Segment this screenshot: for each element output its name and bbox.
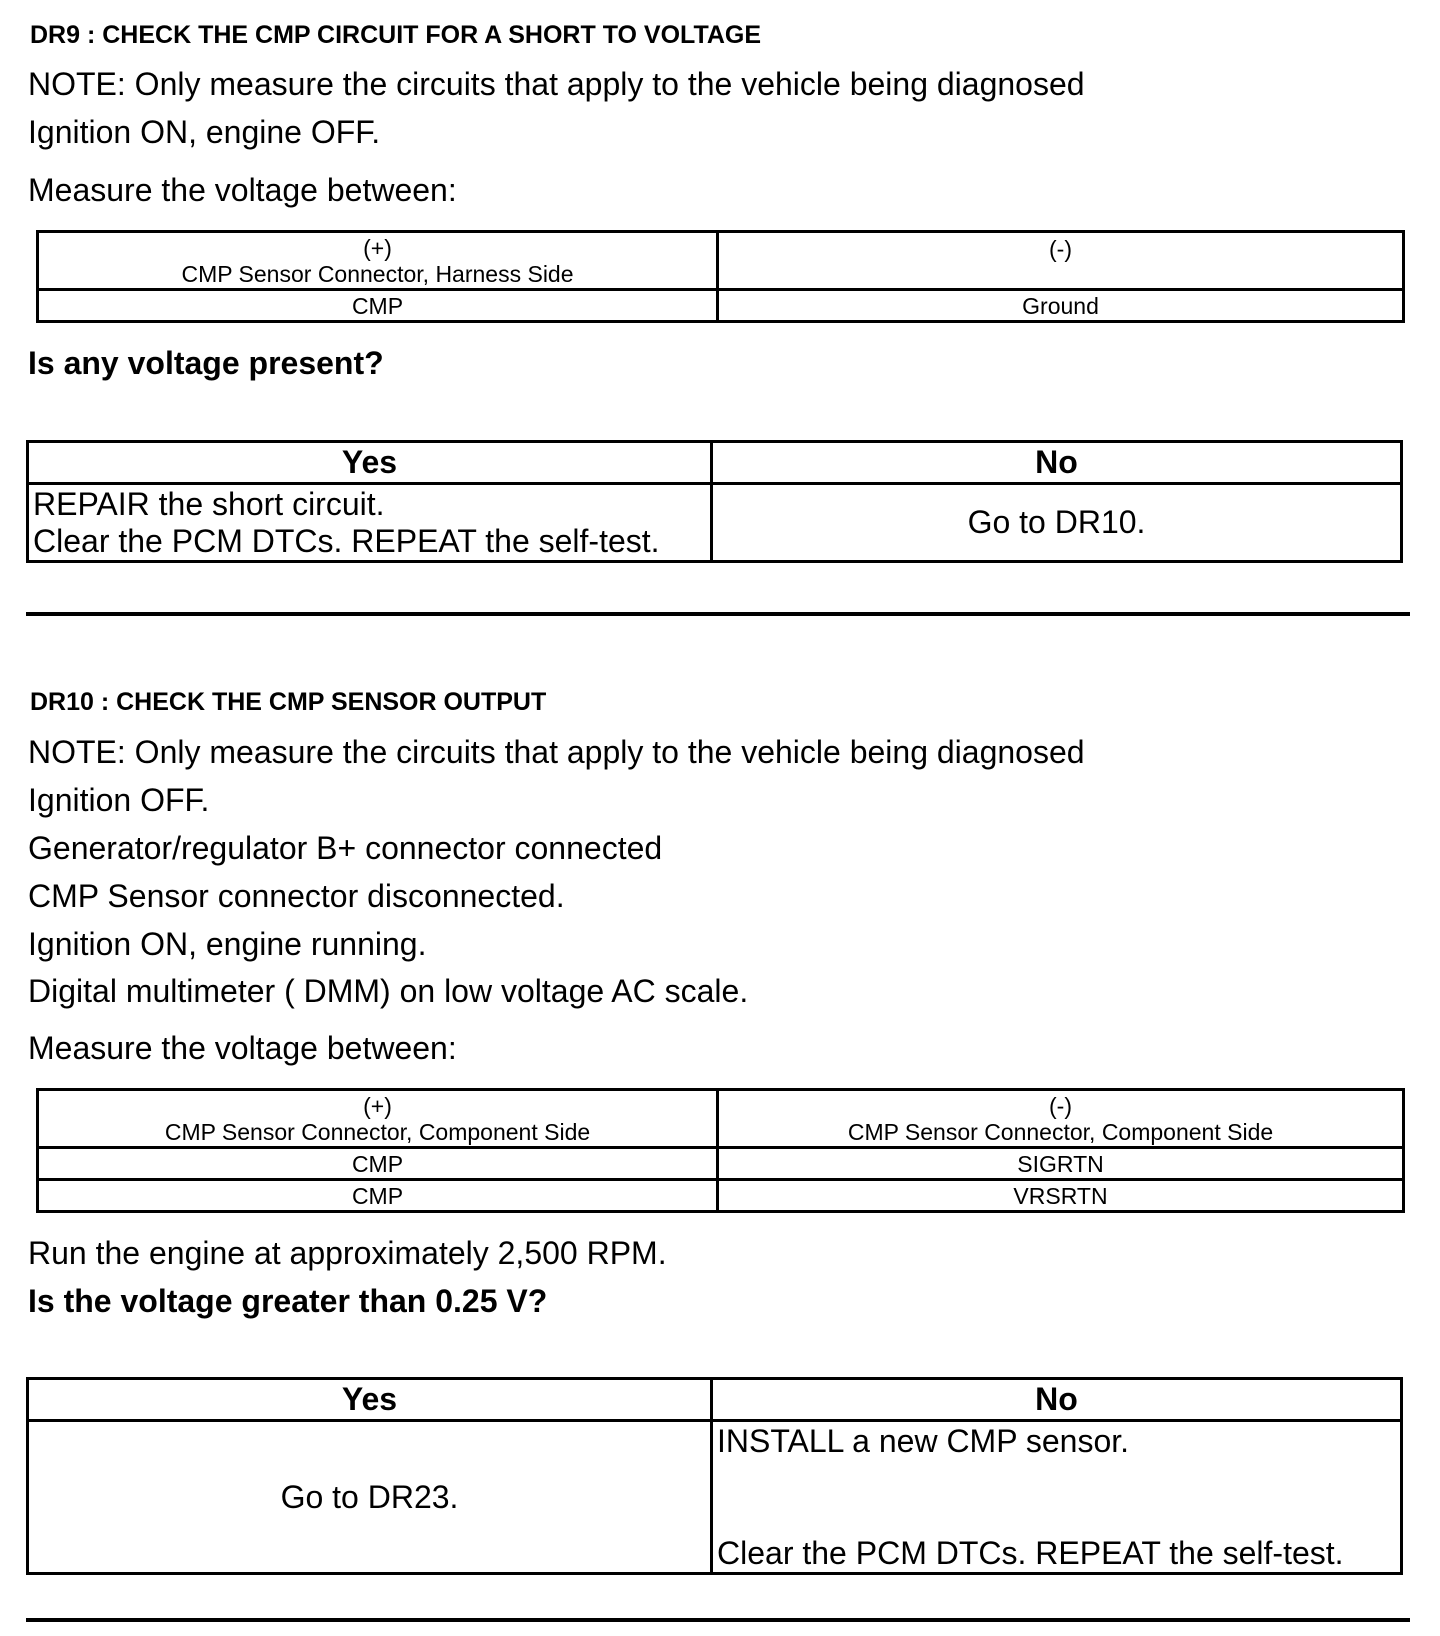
dr10-note: NOTE: Only measure the circuits that apply to the vehicle being diagnosed <box>28 734 1085 770</box>
dr10-step-3: CMP Sensor connector disconnected. <box>28 878 565 914</box>
dr10-row2-neg: VRSRTN <box>718 1180 1404 1212</box>
bottom-divider <box>26 1618 1410 1622</box>
dr9-neg-symbol: (-) <box>1049 236 1072 262</box>
dr10-step-5: Digital multimeter ( DMM) on low voltage AC scale. <box>28 973 749 1009</box>
dr10-row1-pos: CMP <box>38 1148 718 1180</box>
dr10-yes-cell: Go to DR23. <box>28 1421 712 1574</box>
dr10-step-4: Ignition ON, engine running. <box>28 926 427 962</box>
dr10-neg-header <box>718 1090 1404 1148</box>
dr9-pos-header <box>38 232 718 290</box>
dr9-row-neg: Ground <box>718 290 1404 322</box>
dr9-measurement-table <box>36 230 1405 323</box>
dr10-no-line-2: Clear the PCM DTCs. REPEAT the self-test. <box>717 1535 1344 1571</box>
dr10-measure-label: Measure the voltage between: <box>28 1030 457 1066</box>
dr10-step-1: Ignition OFF. <box>28 782 210 818</box>
dr10-pos-header <box>38 1090 718 1148</box>
dr9-note: NOTE: Only measure the circuits that apply to the vehicle being diagnosed <box>28 66 1085 102</box>
dr9-neg-header <box>718 232 1404 290</box>
dr10-yes-header: Yes <box>28 1379 712 1421</box>
dr10-measurement-table <box>36 1088 1405 1213</box>
dr10-instruction: Run the engine at approximately 2,500 RPM. <box>28 1235 667 1271</box>
dr9-answer-table <box>26 440 1403 563</box>
dr10-neg-desc: CMP Sensor Connector, Component Side <box>847 1118 1274 1145</box>
dr9-no-cell: Go to DR10. <box>712 484 1402 562</box>
dr9-no-header: No <box>712 442 1402 484</box>
dr10-no-line-1: INSTALL a new CMP sensor. <box>717 1423 1130 1459</box>
dr9-pos-desc: CMP Sensor Connector, Harness Side <box>181 260 574 287</box>
dr10-pos-symbol: (+) <box>363 1092 392 1119</box>
dr10-question: Is the voltage greater than 0.25 V? <box>28 1283 548 1319</box>
dr9-yes-header: Yes <box>28 442 712 484</box>
section-divider <box>26 612 1410 616</box>
dr9-measure-label: Measure the voltage between: <box>28 172 457 208</box>
dr10-answer-table <box>26 1377 1403 1575</box>
dr9-yes-line-1: REPAIR the short circuit. <box>33 485 385 522</box>
dr9-pos-symbol: (+) <box>363 234 392 261</box>
dr10-step-2: Generator/regulator B+ connector connected <box>28 830 663 866</box>
dr9-step-1: Ignition ON, engine OFF. <box>28 114 381 150</box>
dr9-header: DR9 : CHECK THE CMP CIRCUIT FOR A SHORT TO VOLTAGE <box>30 21 762 49</box>
dr9-yes-cell <box>28 484 712 562</box>
dr10-row2-pos: CMP <box>38 1180 718 1212</box>
dr10-header: DR10 : CHECK THE CMP SENSOR OUTPUT <box>30 688 547 716</box>
dr10-pos-desc: CMP Sensor Connector, Component Side <box>164 1118 591 1145</box>
dr9-row-pos: CMP <box>38 290 718 322</box>
dr10-row1-neg: SIGRTN <box>718 1148 1404 1180</box>
dr9-question: Is any voltage present? <box>28 345 384 381</box>
dr10-no-header: No <box>712 1379 1402 1421</box>
dr10-neg-symbol: (-) <box>1049 1092 1072 1119</box>
dr10-no-cell <box>712 1421 1402 1574</box>
dr9-yes-line-2: Clear the PCM DTCs. REPEAT the self-test. <box>33 522 660 559</box>
